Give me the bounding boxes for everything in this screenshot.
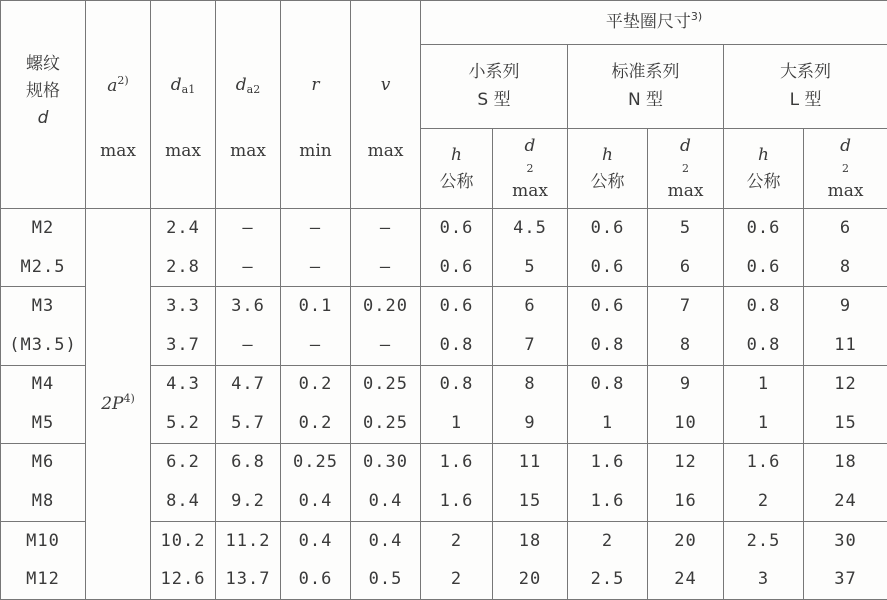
small-h-cell: 2: [421, 521, 493, 560]
small-h-header: [421, 129, 493, 209]
h-symbol: h: [602, 144, 613, 165]
v-cell: 0.25: [351, 365, 421, 404]
thread-size-cell: M12: [1, 560, 86, 599]
d2-sub: 2: [682, 161, 689, 175]
d2-limit: max: [827, 180, 864, 201]
r-cell: 0.1: [281, 287, 351, 326]
small-h-cell: 1: [421, 404, 493, 443]
h-symbol: h: [451, 144, 462, 165]
da1-cell: 3.3: [151, 287, 216, 326]
small-h-cell: 0.6: [421, 287, 493, 326]
small-d2-cell: 11: [493, 443, 568, 482]
standard-d2-cell: 24: [648, 560, 724, 599]
h-nominal-label: 公称: [590, 171, 625, 192]
da2-cell: —: [216, 326, 281, 365]
large-h-cell: 2: [724, 482, 804, 521]
thread-size-cell: (M3.5): [1, 326, 86, 365]
large-d2-cell: 9: [804, 287, 887, 326]
large-series-header: [724, 45, 887, 129]
da1-cell: 10.2: [151, 521, 216, 560]
standard-h-cell: 1: [568, 404, 648, 443]
large-h-cell: 0.6: [724, 209, 804, 248]
small-h-cell: 0.8: [421, 326, 493, 365]
d2-limit: max: [667, 180, 704, 201]
standard-h-cell: 0.8: [568, 326, 648, 365]
standard-d2-cell: 5: [648, 209, 724, 248]
thread-size-cell: M4: [1, 365, 86, 404]
thread-size-cell: M5: [1, 404, 86, 443]
r-symbol: r: [311, 75, 320, 96]
v-cell: —: [351, 209, 421, 248]
r-cell: 0.4: [281, 482, 351, 521]
v-cell: 0.4: [351, 521, 421, 560]
small-h-cell: 0.8: [421, 365, 493, 404]
header-row-1: [1, 1, 887, 45]
standard-series-name: 标准系列: [611, 62, 680, 83]
da2-cell: —: [216, 248, 281, 287]
standard-d2-cell: 6: [648, 248, 724, 287]
h-symbol: h: [758, 144, 769, 165]
standard-d2-cell: 10: [648, 404, 724, 443]
large-d2-header: [804, 129, 887, 209]
da1-cell: 6.2: [151, 443, 216, 482]
da2-symbol: d: [235, 75, 247, 96]
r-cell: 0.25: [281, 443, 351, 482]
small-h-cell: 2: [421, 560, 493, 599]
v-header: [351, 1, 421, 209]
h-nominal-label: 公称: [746, 171, 781, 192]
r-cell: 0.6: [281, 560, 351, 599]
h-nominal-label: 公称: [439, 171, 474, 192]
washer-size-header: [421, 1, 887, 45]
v-cell: 0.5: [351, 560, 421, 599]
standard-h-cell: 2: [568, 521, 648, 560]
da2-sub: a2: [246, 83, 261, 97]
r-header: [281, 1, 351, 209]
da2-limit: max: [230, 140, 266, 161]
da1-cell: 2.8: [151, 248, 216, 287]
da1-cell: 4.3: [151, 365, 216, 404]
standard-series-type: N 型: [627, 89, 664, 110]
standard-h-cell: 0.6: [568, 287, 648, 326]
large-h-cell: 0.8: [724, 287, 804, 326]
thread-spec-header: [1, 1, 86, 209]
da1-cell: 3.7: [151, 326, 216, 365]
standard-h-header: [568, 129, 648, 209]
a-symbol: a: [107, 75, 118, 96]
r-cell: —: [281, 248, 351, 287]
large-d2-cell: 30: [804, 521, 887, 560]
large-series-type: L 型: [789, 89, 822, 110]
large-d2-cell: 6: [804, 209, 887, 248]
small-h-cell: 0.6: [421, 209, 493, 248]
large-h-cell: 1: [724, 404, 804, 443]
small-h-cell: 1.6: [421, 482, 493, 521]
r-cell: —: [281, 326, 351, 365]
da1-cell: 8.4: [151, 482, 216, 521]
small-d2-cell: 15: [493, 482, 568, 521]
da1-cell: 2.4: [151, 209, 216, 248]
v-cell: —: [351, 326, 421, 365]
da2-cell: 3.6: [216, 287, 281, 326]
r-cell: 0.2: [281, 365, 351, 404]
thread-spec-symbol: d: [37, 108, 49, 129]
large-h-cell: 3: [724, 560, 804, 599]
thread-size-cell: M2: [1, 209, 86, 248]
v-symbol: v: [380, 75, 391, 96]
da2-cell: 9.2: [216, 482, 281, 521]
da2-header: [216, 1, 281, 209]
small-d2-cell: 6: [493, 287, 568, 326]
da2-cell: —: [216, 209, 281, 248]
thread-size-cell: M3: [1, 287, 86, 326]
small-d2-cell: 5: [493, 248, 568, 287]
standard-d2-cell: 16: [648, 482, 724, 521]
standard-h-cell: 0.8: [568, 365, 648, 404]
da1-header: [151, 1, 216, 209]
small-series-name: 小系列: [468, 62, 520, 83]
standard-d2-cell: 7: [648, 287, 724, 326]
a-value-note: 4): [123, 392, 135, 406]
large-d2-cell: 12: [804, 365, 887, 404]
standard-h-cell: 1.6: [568, 443, 648, 482]
standard-d2-header: [648, 129, 724, 209]
small-d2-header: [493, 129, 568, 209]
small-d2-cell: 9: [493, 404, 568, 443]
da2-cell: 5.7: [216, 404, 281, 443]
r-cell: 0.4: [281, 521, 351, 560]
thread-spec-label-2: 规格: [26, 81, 60, 102]
large-d2-cell: 18: [804, 443, 887, 482]
v-limit: max: [367, 140, 404, 161]
large-h-header: [724, 129, 804, 209]
a-value-symbol: 2P: [101, 394, 124, 415]
a-value-cell: [86, 209, 151, 600]
r-cell: 0.2: [281, 404, 351, 443]
large-series-name: 大系列: [780, 62, 832, 83]
thread-size-cell: M2.5: [1, 248, 86, 287]
thread-spec-label-1: 螺纹: [26, 54, 60, 74]
large-d2-cell: 37: [804, 560, 887, 599]
da1-sub: a1: [181, 83, 196, 97]
standard-h-cell: 0.6: [568, 209, 648, 248]
d2-limit: max: [512, 180, 548, 201]
a-limit: max: [100, 141, 136, 162]
d2-sub: 2: [526, 161, 534, 175]
large-h-cell: 0.6: [724, 248, 804, 287]
da2-cell: 11.2: [216, 521, 281, 560]
washer-size-title: 平垫圈尺寸: [605, 12, 691, 33]
large-h-cell: 0.8: [724, 326, 804, 365]
large-d2-cell: 8: [804, 248, 887, 287]
da1-limit: max: [165, 140, 201, 161]
standard-h-cell: 0.6: [568, 248, 648, 287]
standard-series-header: [568, 45, 724, 129]
large-h-cell: 1: [724, 365, 804, 404]
d2-symbol: d: [840, 135, 851, 156]
small-h-cell: 0.6: [421, 248, 493, 287]
v-cell: 0.30: [351, 443, 421, 482]
standard-d2-cell: 9: [648, 365, 724, 404]
standard-d2-cell: 20: [648, 521, 724, 560]
standard-d2-cell: 12: [648, 443, 724, 482]
d2-sub: 2: [842, 161, 850, 175]
small-series-header: [421, 45, 568, 129]
standard-h-cell: 2.5: [568, 560, 648, 599]
large-h-cell: 1.6: [724, 443, 804, 482]
da2-cell: 4.7: [216, 365, 281, 404]
table-row: [1, 209, 887, 248]
large-d2-cell: 24: [804, 482, 887, 521]
large-d2-cell: 11: [804, 326, 887, 365]
thread-size-cell: M10: [1, 521, 86, 560]
r-limit: min: [299, 140, 332, 161]
washer-size-note: 3): [690, 10, 703, 24]
r-cell: —: [281, 209, 351, 248]
small-d2-cell: 8: [493, 365, 568, 404]
standard-d2-cell: 8: [648, 326, 724, 365]
standard-h-cell: 1.6: [568, 482, 648, 521]
a-note: 2): [117, 73, 129, 87]
small-d2-cell: 18: [493, 521, 568, 560]
small-series-type: S 型: [477, 89, 511, 110]
small-d2-cell: 20: [493, 560, 568, 599]
v-cell: 0.4: [351, 482, 421, 521]
thread-size-cell: M6: [1, 443, 86, 482]
a-header: [86, 1, 151, 209]
v-cell: 0.20: [351, 287, 421, 326]
da1-cell: 12.6: [151, 560, 216, 599]
small-d2-cell: 4.5: [493, 209, 568, 248]
da2-cell: 6.8: [216, 443, 281, 482]
d2-symbol: d: [524, 135, 536, 156]
small-d2-cell: 7: [493, 326, 568, 365]
da1-cell: 5.2: [151, 404, 216, 443]
large-d2-cell: 15: [804, 404, 887, 443]
thread-size-cell: M8: [1, 482, 86, 521]
v-cell: —: [351, 248, 421, 287]
v-cell: 0.25: [351, 404, 421, 443]
large-h-cell: 2.5: [724, 521, 804, 560]
small-h-cell: 1.6: [421, 443, 493, 482]
da2-cell: 13.7: [216, 560, 281, 599]
d2-symbol: d: [680, 135, 691, 156]
da1-symbol: d: [170, 75, 182, 96]
